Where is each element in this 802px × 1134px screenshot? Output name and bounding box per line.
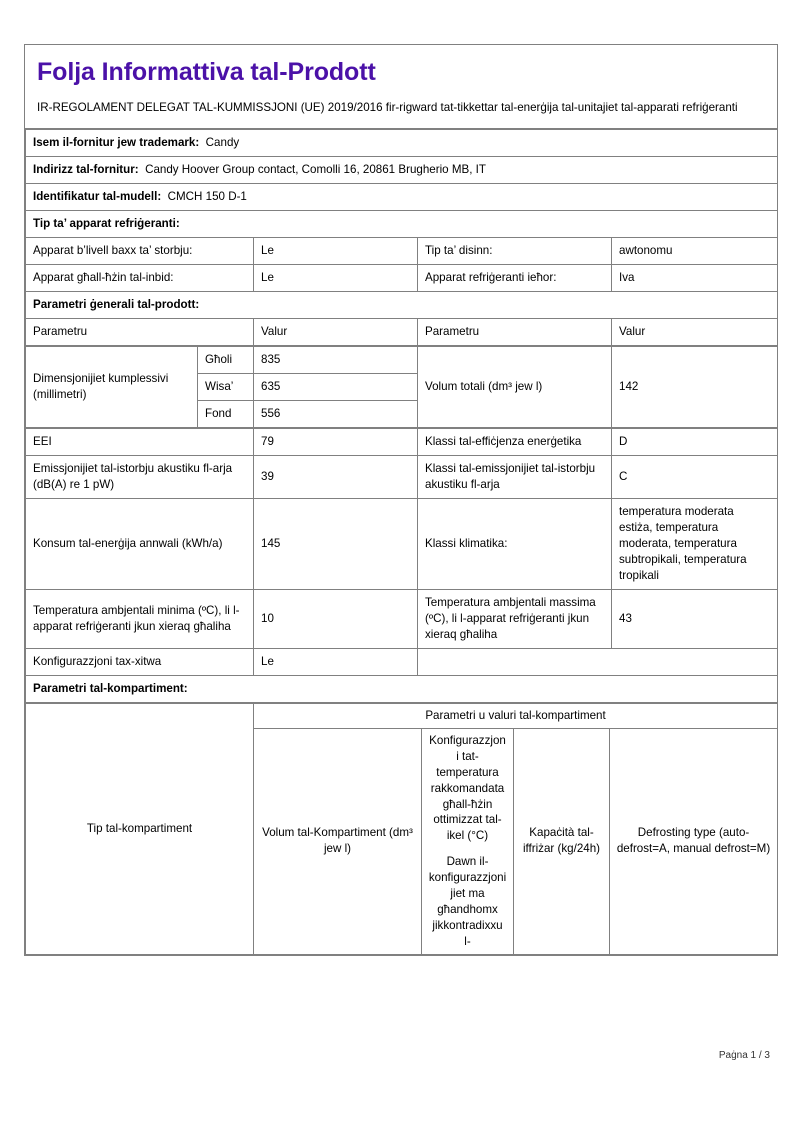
table-row-annual-energy — [26, 498, 778, 589]
model-identifier-value: CMCH 150 D-1 — [167, 189, 247, 203]
max-ambient-temp-value: 43 — [612, 589, 778, 648]
compartment-temp-config-column-header — [422, 728, 514, 955]
product-fiche-page — [24, 44, 778, 956]
winter-config-value: Le — [254, 648, 418, 675]
general-parameters-table — [25, 428, 778, 703]
table-row-dimension-height — [26, 346, 778, 373]
general-params-section-label: Parametri ġenerali tal-prodott: — [26, 291, 778, 318]
table-row-winter-config — [26, 648, 778, 675]
table-row-min-ambient-temp — [26, 589, 778, 648]
page-title: Folja Informattiva tal-Prodott — [37, 58, 376, 86]
table-row-low-noise — [26, 237, 778, 264]
other-appliance-value: Iva — [612, 264, 778, 291]
header-value-right: Valur — [612, 318, 778, 345]
supplier-address-value: Candy Hoover Group contact, Comolli 16, 20861 Brugherio MB, IT — [145, 162, 486, 176]
appliance-type-section-label: Tip ta’ apparat refriġeranti: — [26, 210, 778, 237]
annual-energy-value: 145 — [254, 498, 418, 589]
table-row-compartment-group-header — [26, 703, 778, 728]
min-ambient-temp-value: 10 — [254, 589, 418, 648]
document-subtitle: IR-REGOLAMENT DELEGAT TAL-KUMMISSJONI (UE) 2019/2016 fir-rigward tat-tikkettar tal-enerġija tal-unitajiet tal-apparati refriġeranti — [37, 100, 738, 114]
page-number-label: Paġna 1 / 3 — [718, 1050, 770, 1061]
wine-storage-value: Le — [254, 264, 418, 291]
compartment-group-header: Parametri u valuri tal-kompartiment — [254, 703, 778, 728]
other-appliance-label: Apparat refriġeranti ieħor: — [418, 264, 612, 291]
wine-storage-label: Apparat għall-ħżin tal-inbid: — [26, 264, 254, 291]
noise-emissions-value: 39 — [254, 455, 418, 498]
dimensions-table — [25, 346, 778, 428]
noise-emissions-label: Emissjonijiet tal-istorbju akustiku fl-arja (dB(A) re 1 pW) — [26, 455, 254, 498]
energy-class-value: D — [612, 428, 778, 455]
table-row-general-params-header — [26, 291, 778, 318]
table-row-eei — [26, 428, 778, 455]
page-footer — [24, 1050, 778, 1061]
low-noise-label: Apparat b’livell baxx ta’ storbju: — [26, 237, 254, 264]
energy-class-label: Klassi tal-effiċjenza enerġetika — [418, 428, 612, 455]
table-row-wine-storage — [26, 264, 778, 291]
table-row-params-column-headers — [26, 318, 778, 345]
supplier-info-table — [25, 129, 778, 346]
compartment-volume-column-header — [254, 728, 422, 955]
eei-label: EEI — [26, 428, 254, 455]
header-parameter-right: Parametru — [418, 318, 612, 345]
model-identifier-cell — [26, 183, 778, 210]
max-ambient-temp-label: Temperatura ambjentali massima (ºC), li l-apparat refriġeranti jkun xieraq għaliha — [418, 589, 612, 648]
header-parameter-left: Parametru — [26, 318, 254, 345]
winter-config-label: Konfigurazzjoni tax-xitwa — [26, 648, 254, 675]
supplier-name-cell — [26, 129, 778, 156]
dimensions-label: Dimensjonijiet kumplessivi (millimetri) — [26, 346, 198, 427]
min-ambient-temp-label: Temperatura ambjentali minima (ºC), li l-apparat refriġeranti jkun xieraq għaliha — [26, 589, 254, 648]
compartment-temp-config-main-text: Konfigurazzjoni tat-temperatura rakkomandata għall-ħżin ottimizzat tal-ikel (°C) — [429, 733, 506, 843]
low-noise-value: Le — [254, 237, 418, 264]
total-volume-value: 142 — [612, 346, 778, 427]
compartment-defrosting-column-header: Defrosting type (auto-defrost=A, manual defrost=M) — [610, 728, 778, 955]
table-row-appliance-type-header — [26, 210, 778, 237]
winter-config-empty-cell — [418, 648, 778, 675]
dimension-width-value: 635 — [254, 373, 418, 400]
supplier-address-label: Indirizz tal-fornitur: — [33, 162, 139, 176]
model-identifier-label: Identifikatur tal-mudell: — [33, 189, 162, 203]
table-row-noise-emissions — [26, 455, 778, 498]
compartment-temp-config-note-text: Dawn il-konfigurazzjonijiet ma għandhomx jikkontradixxu l- — [428, 855, 507, 949]
supplier-name-value: Candy — [205, 135, 240, 149]
design-type-label: Tip ta’ disinn: — [418, 237, 612, 264]
dimension-height-name: Għoli — [198, 346, 254, 373]
climate-class-label: Klassi klimatika: — [418, 498, 612, 589]
annual-energy-label: Konsum tal-enerġija annwali (kWh/a) — [26, 498, 254, 589]
design-type-value: awtonomu — [612, 237, 778, 264]
dimension-width-name: Wisa’ — [198, 373, 254, 400]
supplier-address-cell — [26, 156, 778, 183]
compartment-parameters-table — [25, 703, 778, 956]
noise-class-label: Klassi tal-emissjonijiet tal-istorbju akustiku fl-arja — [418, 455, 612, 498]
table-row-compartment-params-header — [26, 675, 778, 702]
compartment-type-column-header: Tip tal-kompartiment — [26, 703, 254, 955]
noise-class-value: C — [612, 455, 778, 498]
header-value-left: Valur — [254, 318, 418, 345]
table-row-supplier-name — [26, 129, 778, 156]
document-header — [25, 45, 777, 129]
dimension-depth-value: 556 — [254, 400, 418, 427]
table-row-supplier-address — [26, 156, 778, 183]
supplier-name-label: Isem il-fornitur jew trademark: — [33, 135, 200, 149]
total-volume-label: Volum totali (dm³ jew l) — [418, 346, 612, 427]
dimension-height-value: 835 — [254, 346, 418, 373]
climate-class-value: temperatura moderata estiża, temperatura moderata, temperatura subtropikali, temperatura tropikali — [612, 498, 778, 589]
dimension-depth-name: Fond — [198, 400, 254, 427]
compartment-params-section-label: Parametri tal-kompartiment: — [26, 675, 778, 702]
compartment-volume-column-header-text: Volum tal-Kompartiment (dm³ jew l) — [262, 826, 413, 856]
table-row-model-identifier — [26, 183, 778, 210]
eei-value: 79 — [254, 428, 418, 455]
compartment-freezing-capacity-column-header: Kapaċità tal-iffriżar (kg/24h) — [514, 728, 610, 955]
